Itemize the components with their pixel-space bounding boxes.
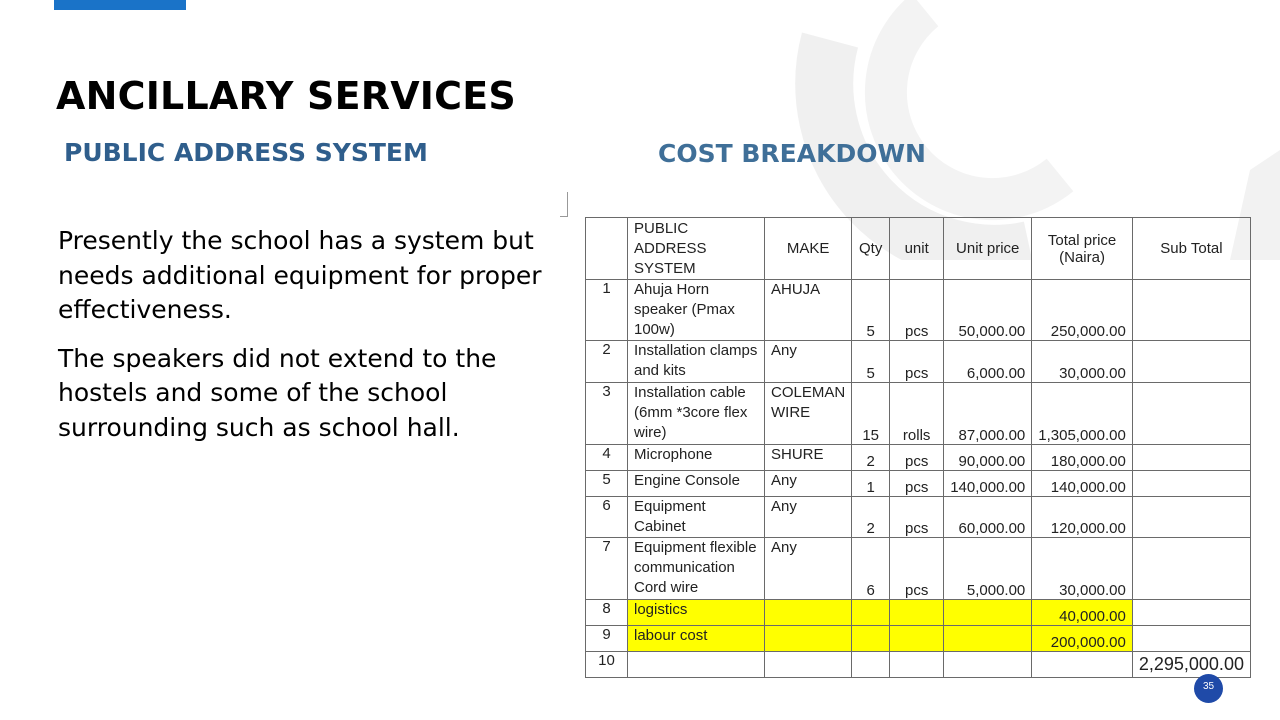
row-sub-total bbox=[1132, 445, 1250, 471]
row-unit-price: 140,000.00 bbox=[944, 471, 1032, 497]
row-make: Any bbox=[765, 538, 852, 600]
row-qty: 15 bbox=[852, 383, 890, 445]
row-make: AHUJA bbox=[765, 280, 852, 341]
header-make: MAKE bbox=[765, 218, 852, 280]
row-unit-price: 87,000.00 bbox=[944, 383, 1032, 445]
row-make: Any bbox=[765, 497, 852, 538]
row-item: Engine Console bbox=[628, 471, 765, 497]
row-item: Equipment Cabinet bbox=[628, 497, 765, 538]
row-item: Installation clamps and kits bbox=[628, 341, 765, 383]
row-qty bbox=[852, 600, 890, 626]
row-unit: pcs bbox=[890, 497, 944, 538]
row-number: 10 bbox=[586, 652, 628, 678]
header-sub-total: Sub Total bbox=[1132, 218, 1250, 280]
row-item: Equipment flexible communication Cord wire bbox=[628, 538, 765, 600]
row-unit-price: 50,000.00 bbox=[944, 280, 1032, 341]
paragraph-2: The speakers did not extend to the hostels and some of the school surrounding such as school hall. bbox=[58, 343, 497, 442]
row-unit-price bbox=[944, 600, 1032, 626]
row-make bbox=[765, 626, 852, 652]
row-total-price: 30,000.00 bbox=[1032, 341, 1133, 383]
header-item: PUBLIC ADDRESS SYSTEM bbox=[628, 218, 765, 280]
row-sub-total bbox=[1132, 538, 1250, 600]
row-unit-price: 6,000.00 bbox=[944, 341, 1032, 383]
row-number: 9 bbox=[586, 626, 628, 652]
cost-breakdown-heading: COST BREAKDOWN bbox=[658, 139, 926, 168]
row-total-price: 40,000.00 bbox=[1032, 600, 1133, 626]
table-row bbox=[586, 445, 1251, 471]
row-unit: pcs bbox=[890, 341, 944, 383]
row-qty: 5 bbox=[852, 280, 890, 341]
row-number: 4 bbox=[586, 445, 628, 471]
row-total-price: 140,000.00 bbox=[1032, 471, 1133, 497]
row-unit-price bbox=[944, 626, 1032, 652]
row-qty bbox=[852, 652, 890, 678]
row-make: SHURE bbox=[765, 445, 852, 471]
row-unit-price: 60,000.00 bbox=[944, 497, 1032, 538]
header-total-price: Total price (Naira) bbox=[1032, 218, 1133, 280]
row-qty: 6 bbox=[852, 538, 890, 600]
row-unit bbox=[890, 600, 944, 626]
slide-title: ANCILLARY SERVICES bbox=[56, 74, 516, 118]
row-item: Ahuja Horn speaker (Pmax 100w) bbox=[628, 280, 765, 341]
paragraph-1: Presently the school has a system but needs additional equipment for proper effectiveness. bbox=[58, 226, 542, 324]
row-sub-total bbox=[1132, 626, 1250, 652]
row-item bbox=[628, 652, 765, 678]
row-number: 3 bbox=[586, 383, 628, 445]
row-number: 1 bbox=[586, 280, 628, 341]
row-number: 8 bbox=[586, 600, 628, 626]
row-sub-total bbox=[1132, 280, 1250, 341]
table-row bbox=[586, 538, 1251, 600]
grand-total: 2,295,000.00 bbox=[1132, 652, 1250, 678]
row-unit-price: 90,000.00 bbox=[944, 445, 1032, 471]
row-total-price: 200,000.00 bbox=[1032, 626, 1133, 652]
row-total-price bbox=[1032, 652, 1133, 678]
row-make bbox=[765, 652, 852, 678]
row-make: Any bbox=[765, 471, 852, 497]
row-sub-total bbox=[1132, 497, 1250, 538]
row-qty: 2 bbox=[852, 445, 890, 471]
page-number-badge: 35 bbox=[1194, 674, 1223, 703]
table-row-highlighted bbox=[586, 626, 1251, 652]
row-unit bbox=[890, 652, 944, 678]
table-row bbox=[586, 383, 1251, 445]
row-unit bbox=[890, 626, 944, 652]
row-qty: 1 bbox=[852, 471, 890, 497]
crop-mark bbox=[560, 192, 568, 217]
body-text bbox=[58, 224, 558, 459]
row-number: 5 bbox=[586, 471, 628, 497]
public-address-heading: PUBLIC ADDRESS SYSTEM bbox=[64, 138, 428, 167]
row-make: COLEMAN WIRE bbox=[765, 383, 852, 445]
row-make: Any bbox=[765, 341, 852, 383]
row-number: 7 bbox=[586, 538, 628, 600]
table-row bbox=[586, 280, 1251, 341]
row-make bbox=[765, 600, 852, 626]
row-number: 6 bbox=[586, 497, 628, 538]
header-qty: Qty bbox=[852, 218, 890, 280]
header-number bbox=[586, 218, 628, 280]
row-item: labour cost bbox=[628, 626, 765, 652]
row-sub-total bbox=[1132, 471, 1250, 497]
row-qty bbox=[852, 626, 890, 652]
row-unit: pcs bbox=[890, 280, 944, 341]
row-total-price: 120,000.00 bbox=[1032, 497, 1133, 538]
row-total-price: 30,000.00 bbox=[1032, 538, 1133, 600]
row-unit-price: 5,000.00 bbox=[944, 538, 1032, 600]
row-sub-total bbox=[1132, 341, 1250, 383]
table-row-highlighted bbox=[586, 600, 1251, 626]
row-sub-total bbox=[1132, 383, 1250, 445]
row-unit-price bbox=[944, 652, 1032, 678]
table-row-total bbox=[586, 652, 1251, 678]
row-unit: pcs bbox=[890, 538, 944, 600]
row-total-price: 250,000.00 bbox=[1032, 280, 1133, 341]
row-item: Installation cable (6mm *3core flex wire) bbox=[628, 383, 765, 445]
row-item: Microphone bbox=[628, 445, 765, 471]
row-total-price: 180,000.00 bbox=[1032, 445, 1133, 471]
row-sub-total bbox=[1132, 600, 1250, 626]
row-qty: 2 bbox=[852, 497, 890, 538]
table-row bbox=[586, 341, 1251, 383]
table-row bbox=[586, 497, 1251, 538]
row-unit: pcs bbox=[890, 471, 944, 497]
header-unit-price: Unit price bbox=[944, 218, 1032, 280]
row-unit: pcs bbox=[890, 445, 944, 471]
cost-breakdown-table bbox=[585, 217, 1251, 678]
row-unit: rolls bbox=[890, 383, 944, 445]
header-unit: unit bbox=[890, 218, 944, 280]
row-total-price: 1,305,000.00 bbox=[1032, 383, 1133, 445]
row-qty: 5 bbox=[852, 341, 890, 383]
top-accent-bar bbox=[54, 0, 186, 10]
row-item: logistics bbox=[628, 600, 765, 626]
row-number: 2 bbox=[586, 341, 628, 383]
table-row bbox=[586, 471, 1251, 497]
table-header-row bbox=[586, 218, 1251, 280]
